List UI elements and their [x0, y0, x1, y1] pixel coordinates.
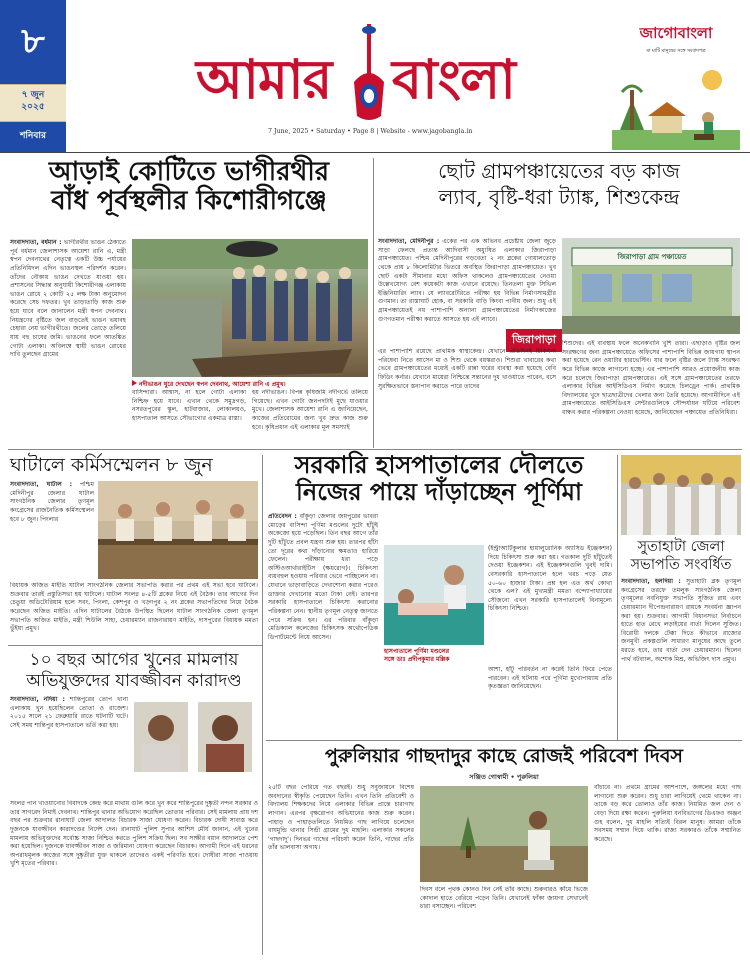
story2-byline: সংবাদদাতা, মেদিনীপুর :	[378, 238, 440, 245]
red-arrow-icon	[132, 380, 137, 386]
issue-date: ৭ জুন ২০২৫	[21, 90, 45, 112]
story3-photo	[98, 481, 258, 579]
story5-text-a: বাঁকুড়া জেলার জয়পুরের ভাবরা মোড়ের বাসিন্দা পূর্ণিমা মণ্ডলের দুটো হাঁটুই অকেজো হয়ে পড়েছিল। তিন বছর আগে তাঁর দুটি হাঁটুতে প্রবল যন্ত্রণা শুরু হয়। তারপর হাঁটা তো দূরের কথা দাঁড়ানোর ক্ষমতাও হারিয়ে ফেলেন। পরীক্ষায় ধরা পড়ে অস্টিওআর্থারাইটিস (ক্ষয়রোগ)। চিকিৎসা ব্যয়বহুল হওয়ায় পরিবার ভেবে পাচ্ছিলেন না। যেখানে ভাড়াবাড়িতে দেখাশোনা করার পরেও ডাক্তার দেখানোর মতো টাকা নেই। তারপর সরকারি হাসপাতালে চিকিৎসা করানোর পরিকল্পনা নেন। স্থানীয় তৃণমূল নেতৃত্ব জানতে পেরে সক্রিয় হন। এর পরিবার বাঁকুড়া মেডিক্যাল কলেজের চিকিৎসক অর্থোপেডিক ডিপার্টমেন্টে নিয়ে আসেন।	[268, 513, 378, 641]
story5-text-b: (ইন্ট্রাআর্টিকুলার হায়ালুরোনিক অ্যাসিড ইঞ্জেকশন) দিয়ে চিকিৎসা শুরু করা হয়। গতকাল দুটি হাঁটুতেই দেওয়া ইঞ্জেকশন। এই ইঞ্জেকশনগুলি খুবই দামি। বেসরকারি হাসপাতালে হলে খরচ পড়ে যেত ৫০-৬০ হাজার টাকা। প্রশ্ন হল এত অর্থ কোথা থেকে এল? এই মুখ্যমন্ত্রী মমতা বন্দ্যোপাধ্যায়ের সৌজন্যে এখন সরকারি হাসপাতালেই বিনামূল্যে চিকিৎসা নিশ্চিত।	[488, 545, 612, 613]
story2-headline-line2: ল্যাব, বৃষ্টি-ধরা ট্যাঙ্ক, শিশুকেন্দ্র	[438, 185, 680, 209]
story1-text-c: হয় নদীভাঙন। বিপন্ন কৃষিজমি নদীগর্ভে তলিয়ে গিয়েছে। এখন গোটা জনপদটাই মুছে যাওয়ার মুখে। জেলাশাসক আয়েশা রানি এ জানিয়েছেন, কাজের প্রতিরোধের জন্য খুব দ্রুত কাজ শুরু হবে। কৃষিপ্রধান এই এলাকার মূল সমস্যাই	[252, 389, 368, 431]
story5-caption	[384, 648, 484, 664]
story2-text-b: এর পাশাপাশি রয়েছে প্রাথমিক স্বাস্থ্যকেন্দ্র। যেখানে প্রতিদিনই চিকিৎসা পরিষেবা নিতে আসেন মা ও শিশু থেকে বয়স্করাও। শিশুরা খাবারের কথা ভেবে গ্রামপঞ্চায়েতের মধ্যেই একটি রান্না ঘরের ব্যবস্থা করা হয়েছে বেবি ফিডিং কর্নার। যেখানে মায়েরা নিশ্চিন্তে সন্তানের দুধ খাওয়াতে পারেন, বসে সুরক্ষিতভাবে স্তন্যপান করাতে পারে তাদের	[378, 348, 556, 390]
story7-col3	[594, 784, 741, 952]
story7-text-b: দিবস বলে পৃথক কোনও দিন নেই তাঁর কাছে। শুরুবারও কাঁধে ভিজে কোদাল হাতে বেরিয়ে পড়েন তিনি। যেখানেই ফাঁকা জায়গা সেখানেই চারা বসাচ্ছেন। পরিবেশ	[420, 886, 588, 911]
story4-col1	[10, 696, 128, 796]
story3-col1	[10, 481, 94, 581]
story2-col1b	[378, 348, 556, 444]
brand-tagline: মা মাটি মানুষের সঙ্গে সংবাদপত্র	[646, 49, 706, 54]
story1-headline-line2: বাঁধ পূর্বস্থলীর কিশোরীগঞ্জে	[51, 186, 327, 217]
title-part1: আমার	[196, 47, 332, 111]
story5-col3	[488, 666, 612, 732]
story7-text-a: ২৫টি বছর পেরিয়ে গত বছরই। শুধু সবুজায়নে বিশেষ অবদানের স্বীকৃতি পেয়েছেন তিনি। এখন তিনি প্রতিবেশী ও বিদ্যালয় শিক্ষকদের নিয়ে এলাকার বিভিন্ন প্রান্তে চারাগাছ লাগান। এরপর বৃক্ষরোপণ অভিযানের কাজ শুরু করেন। পাহাড় ও পাহাড়তলিতে নিয়মিত গাছ লাগিয়ে চলেছেন বাঘমুন্ডি থানার সিন্দ্রী গ্রামের দুধ মাহলি। এলাকার সকলের 'গাছদাদু'। দিনভর গাছের পরিচর্যা করেন তিনি, গাছের প্রতি তাঁর ভালবাসা অগাধ।	[268, 784, 414, 852]
date-box	[0, 84, 66, 122]
story4-col2	[10, 800, 258, 952]
story5-photo	[384, 545, 484, 645]
issue-day: শনিবার	[20, 131, 46, 141]
story7-col2	[420, 886, 588, 950]
brand-logo: জাগোবাংলা	[639, 24, 713, 42]
story4-text-b: সংলগ্ন পান খাওয়ানোর বিবাদকে কেন্দ্র করে মাথায় গুলি করে খুন করে শান্তিপুরের দুষ্কৃতী নন্দন সরকার ও তার সাগরেদ নিমাই দেবনাথ। শান্তিপুর থানার অভিযোগ করেছিল তোতার পরিবার। সেই মামলায় প্রায় দশ বছর পর শুক্রবার রানাঘাট জেলা আদালত বিচারক সাজা ঘোষণা করেন। বিচারক দোষী সাব্যস্ত করে দুজনকে যাবজ্জীবন কারাদণ্ডের নির্দেশ দেন। রানাঘাট পুলিশ সুপার আশিস মৌর্য জানান, এই খুনের মামলায় অভিযুক্তদের সর্বোচ্চ সাজা নিশ্চিত করতে পুলিশ সক্রিয় ছিল। সব সাক্ষীর বয়ান আদালতে পেশ করা হয়েছিল। দুজনকে যাবজ্জীবন সাজা ও জরিমানা ঘোষণা করেছেন বিচারক। আগামী দিনে এই ধরনের অপরাধমূলক কাজের সঙ্গে দুষ্কৃতীরা যুক্ত থাকলে তাদেরও একই পরিণতি হবে। দোষীরা সাজা পাওয়ায় খুশি মৃতের পরিবার।	[10, 800, 258, 868]
page-number-block	[0, 0, 66, 152]
story7-col1	[268, 784, 414, 952]
story6-byline: সংবাদদাতা, হলদিয়া :	[621, 578, 681, 585]
story5-headline	[266, 452, 612, 506]
story7-text-c: বাঁচাবে না। প্রথমে গ্রামের আশপাশে, জঙ্গলের মধ্যে গাছ লাগানো শুরু করেন। শুধু চারা লাগিয়েই থেমে থাকেন না। তাকে বড় করে তোলাও তাঁর কাজ। নিয়মিত জল দেন ও বেড়া দিয়ে রক্ষা করেন। পুরুলিয়া বনবিভাগের ডিএফও অঞ্জন গুহ বলেন, দুধ মাহলি সত্যিই বিরল মানুষ। আমরা তাঁকে সবসময় সম্মান দিয়ে থাকি। রাজ্য সরকারও তাঁকে সম্মানিত করেছে।	[594, 784, 741, 843]
story4-byline: সংবাদদাতা, নদিয়া :	[10, 696, 65, 703]
story5-caption-line1: হাসপাতালে পূর্ণিমা মণ্ডলের	[384, 648, 450, 655]
story3-text-a: পশ্চিম মেদিনীপুর জেলার ঘাটাল সাংগঠনিক জেলার তৃণমূল কংগ্রেসের রাজনৈতিক কর্মিসম্মেলন হবে ৮ জুন। পিংলার	[10, 481, 94, 523]
story5-col1	[268, 513, 378, 733]
story2-text-a: একের পর এক অভিনব প্রচেষ্টায় জেলা জুড়ে সাড়া ফেলছে প্রত্যন্ত আদিবাসী অধ্যুষিত এলাকার জিরাপাড়া গ্রামপঞ্চায়েত। পশ্চিম মেদিনীপুরের গড়বেতা ২ নং ব্লকের গোয়ালতোড় থেকে প্রায় ৮ কিলোমিটার ভিতরে অবস্থিত জিরাপাড়া গ্রামপঞ্চায়েত। খুব ছোট একটা সীমানার মধ্যে অফিস থাকলেও গ্রামপঞ্চায়েতের নেওয়া উল্লেখযোগ্য বেশ কয়েকটা কাজ এখানে রয়েছে। তিনতলা মুক্ত সিভিল ইঞ্জিনিয়ারিং ল্যাব। যে ল্যাবরেটরিতে পরীক্ষা হয় বিভিন্ন নির্মাণসামগ্রীর গুণমান। তা রাস্তাঘাট হোক, বা সরকারি বাড়ি কিংবা পানীয় জল। শুধু এই গ্রামপঞ্চায়েতই নয় পাশাপাশি অন্যান্য গ্রামপঞ্চায়েতের নির্মাণকাজের গুণগতমান পরীক্ষা করাতে আসতে হয় এই ল্যাবে।	[378, 238, 556, 323]
masthead-title	[196, 36, 596, 126]
story1-text-b: বাসিন্দারা। আশ্বাস, না হলে গোটা এলাকা নিশ্চিহ্ন হয়ে যাবে। এখান থেকে সমুদ্রগড়, নসরতপুরের স্কুল, হাটবাজার, লোকালয়ও, হাসপাতাল আসতে সৌভাগ্যের একমাত্র রাস্তা।	[132, 389, 246, 422]
story2-headline	[378, 158, 740, 210]
story6-photo	[621, 455, 741, 535]
story2-headline-line1: ছোট গ্রামপঞ্চায়েতের বড় কাজ	[438, 159, 680, 183]
story3-byline: সংবাদদাতা, ঘাটাল :	[10, 481, 73, 488]
story2-photo	[562, 238, 740, 334]
story6-headline-line1: সুতাহাটা জেলা	[637, 539, 725, 555]
story1-caption-text: নদীভাঙন ঘুরে দেখছেন স্বপন দেবনাথ, আয়েশা রানি এ প্রমুখ।	[139, 381, 286, 388]
page-number: ৮	[21, 21, 45, 62]
dateline: 7 June, 2025 • Saturday • Page 8 | Website - www.jagobangla.in	[268, 128, 473, 135]
story1-photo	[132, 239, 368, 377]
story5-caption-line2: সঙ্গে ডাঃ প্রদীপকুমার মল্লিক	[384, 656, 450, 664]
ektara-logo-icon	[348, 24, 390, 124]
story5-col2	[488, 545, 612, 663]
story2-col2	[562, 340, 740, 444]
story7-photo	[420, 786, 588, 882]
story5-byline: প্রতিবেদন :	[268, 513, 297, 520]
story5-headline-line1: সরকারি হাসপাতালের দৌলতে	[294, 450, 584, 479]
story4-headline-line2: অভিযুক্তদের যাবজ্জীবন কারাদণ্ড	[26, 671, 242, 692]
story4-photo-right	[198, 702, 252, 772]
story4-headline	[10, 650, 258, 693]
story6-headline-line2: সভাপতি সংবর্ধিত	[630, 557, 732, 574]
story2-place-badge: জিরাপাড়া	[506, 329, 562, 352]
story1-headline-line1: আড়াই কোটিতে ভাগীরথীর	[48, 157, 330, 187]
story4-photo-left	[134, 702, 188, 772]
story3-text-b: বিধায়ক অজিত মাইতি ঘাটাল সাংগঠনিক জেলার সভাপতি করার পর প্রথম এই সভা হবে ঘাটালে। শুক্রবার তারই প্রস্তুতিসভা হয় ঘাটালে। ঘাটাল সংলগ্ন ৪-৫টি ব্লকের নিয়ে এই বৈঠক। তার আগের দিন চেতুয়া অডিটোরিয়াম হলে সবং, পিংলা, কেশপুর ও খড়্গপুর ২ নং ব্লকের সভাপতিদের নিয়ে বৈঠক করেছেন অজিত মাইতি। এদিন ঘাটালের বৈঠকে উপস্থিত ছিলেন ঘাটাল সাংগঠনিক জেলা তৃণমূল সভাপতি অজিত মাইতি, মন্ত্রী শিউলি সাহা, চেয়ারম্যান রাজনারায়ণ মাইতি, দাসপুরের বিধায়ক মমতা ভুঁইয়া প্রমুখ।	[10, 582, 258, 633]
story2-sign: জিরাপাড়া গ্রাম পঞ্চায়েত	[617, 253, 687, 261]
title-part2: বাংলা	[392, 47, 515, 111]
story1-text-a: ভাগীরথীর ভাঙন ঠেকাতে পূর্ব বর্ধমান জেলাশাসক আয়েশা রানি এ, মন্ত্রী স্বপন দেবনাথের নেতৃত্বে একটি উচ্চ পর্যায়ের প্রতিনিধিদল এদিন ভাঙনস্থল পরিদর্শন করেন। তাঁদের নৌকায় ভাঙন দেখতে যাওয়া হয়। প্রশাসনের সিদ্ধান্ত অনুযায়ী কিশোরীগঞ্জ এলাকায় ভাঙন রোধে ২ কোটি ২৫ লক্ষ টাকা অনুমোদন করেছে সেচ দফতর। খুব তাড়াতাড়ি কাজ শুরু হয়ে যাবে বলে জানালেন মন্ত্রী স্বপন দেবনাথ। নিয়ন্ত্রণের বৃষ্টিতে জল বাড়তেই ভাঙন ভয়াবহ চেহারা নেয় ভাগীরথীতে। জলের তোড়ে তলিয়ে যায় বহু চাষের জমি। ভাঙনের ফলে আতঙ্কিত গোটা এলাকা। অবিলম্বে স্থায়ী ভাঙন রোধের দাবি তুলছেন গ্রামের	[10, 239, 126, 359]
brand-logo-block	[612, 22, 740, 148]
story4-text-a: শান্তিপুরের তোপ খানা এলাকায় খুন হয়েছিলেন তোতা ও রাজেশ। ২০১৫ সালে ২১ ফেব্রুয়ারি রাতে ঘটনাটি ঘটে। সেই সময় শান্তিপুর হাসপাতালে ভর্তি করা হয়।	[10, 696, 128, 729]
story3-col2	[10, 582, 258, 640]
story5-headline-line2: নিজের পায়ে দাঁড়াচ্ছেন পূর্ণিমা	[296, 476, 582, 506]
story1-col2	[132, 389, 246, 443]
story7-byline: সঞ্জিত গোস্বামী • পুরুলিয়া	[469, 773, 539, 781]
story3-headline: ঘাটালে কর্মিসম্মেলন ৮ জুন	[10, 454, 213, 476]
story7-headline: পুরুলিয়ার গাছদাদুর কাছে রোজই পরিবেশ দিবস	[325, 745, 683, 767]
story1-headline	[10, 158, 368, 216]
story6-headline	[621, 538, 741, 574]
story4-headline-line1: ১০ বছর আগের খুনের মামলায়	[29, 650, 239, 670]
story1-col1	[10, 239, 126, 441]
story2-text-c: শিশুদের। এই ব্যবস্থায় ফলে অনেকখানি খুশি তারা। এছাড়াও বৃষ্টির জল সংরক্ষণের জন্য গ্রামপঞ্চায়েতে অফিসের পাশাপাশি বিভিন্ন জায়গায় স্থাপন করা হয়েছে রেন ওয়াটার হারভেস্টিং। যার ফলে বৃষ্টির জলে ট্যাঙ্ক সংরক্ষণ করে বিভিন্ন কাজে লাগানো হচ্ছে। এর পাশাপাশি আরও প্রয়োজনীয় কাজ করে চলেছে জিরাপাড়া গ্রামপঞ্চায়েত। এই সঙ্গে গ্রামপঞ্চায়েতের তরফে এলাকার বিভিন্ন আইসিডিএস নির্মাণ করেছে চিলড্রেন পার্ক। প্রাথমিক বিদ্যালয়ের খুদে ছাত্রছাত্রীদের খেলার জন্য তৈরি হয়েছে। আগামীদিনে এই গ্রামপঞ্চায়েতে আইসিডিএস সেন্টারগুলিকে সৌন্দর্যায়ন ঘটিয়ে পরিবেশ বান্ধব করার পরিকল্পনা নেওয়া হয়েছে, জানিয়েছেন পঞ্চায়েত প্রতিনিধিরা।	[562, 340, 740, 417]
story1-byline: সংবাদদাতা, বর্ধমান :	[10, 239, 62, 246]
rural-illustration-icon	[612, 60, 740, 150]
story6-text: সুতাহাটা ব্লক তৃণমূল কংগ্রেসের তরফে তমলুক সাংগঠনিক জেলা তৃণমূলের নবনিযুক্ত সভাপতি সুজিত রায় এবং চেয়ারম্যান দীপেন্দ্রনারায়ণ রায়কে সংবর্ধনা জ্ঞাপন করা হয়। শুক্রবার। আগামী বিধানসভা নির্বাচনে হাতে হাত রেখে লড়াইয়ের বার্তা দিলেন সুজিত। বিরোধী দলকে টেক্কা দিতে কীভাবে রাজ্যের জনমুখী প্রকল্পগুলি সাধারণ মানুষের কাছে তুলে ধরতে হবে, তার বার্তা দেন চেয়ারম্যান। ছিলেন পার্থ বটব্যাল, অশোক মিশ্র, অভিজিৎ দাস প্রমুখ।	[621, 578, 741, 663]
story5-text-c: আশা, হাঁটু পরিবর্তন না করেই তিনি ফিরে পেতে পারবেন। এই ঘটনায় পরে পূর্ণিমা মুখোপাধ্যায় প্রতি কৃতজ্ঞতা জানিয়েছেন।	[488, 666, 612, 691]
story2-col1	[378, 238, 556, 334]
story1-col3	[252, 389, 368, 443]
story6-body	[621, 578, 741, 734]
